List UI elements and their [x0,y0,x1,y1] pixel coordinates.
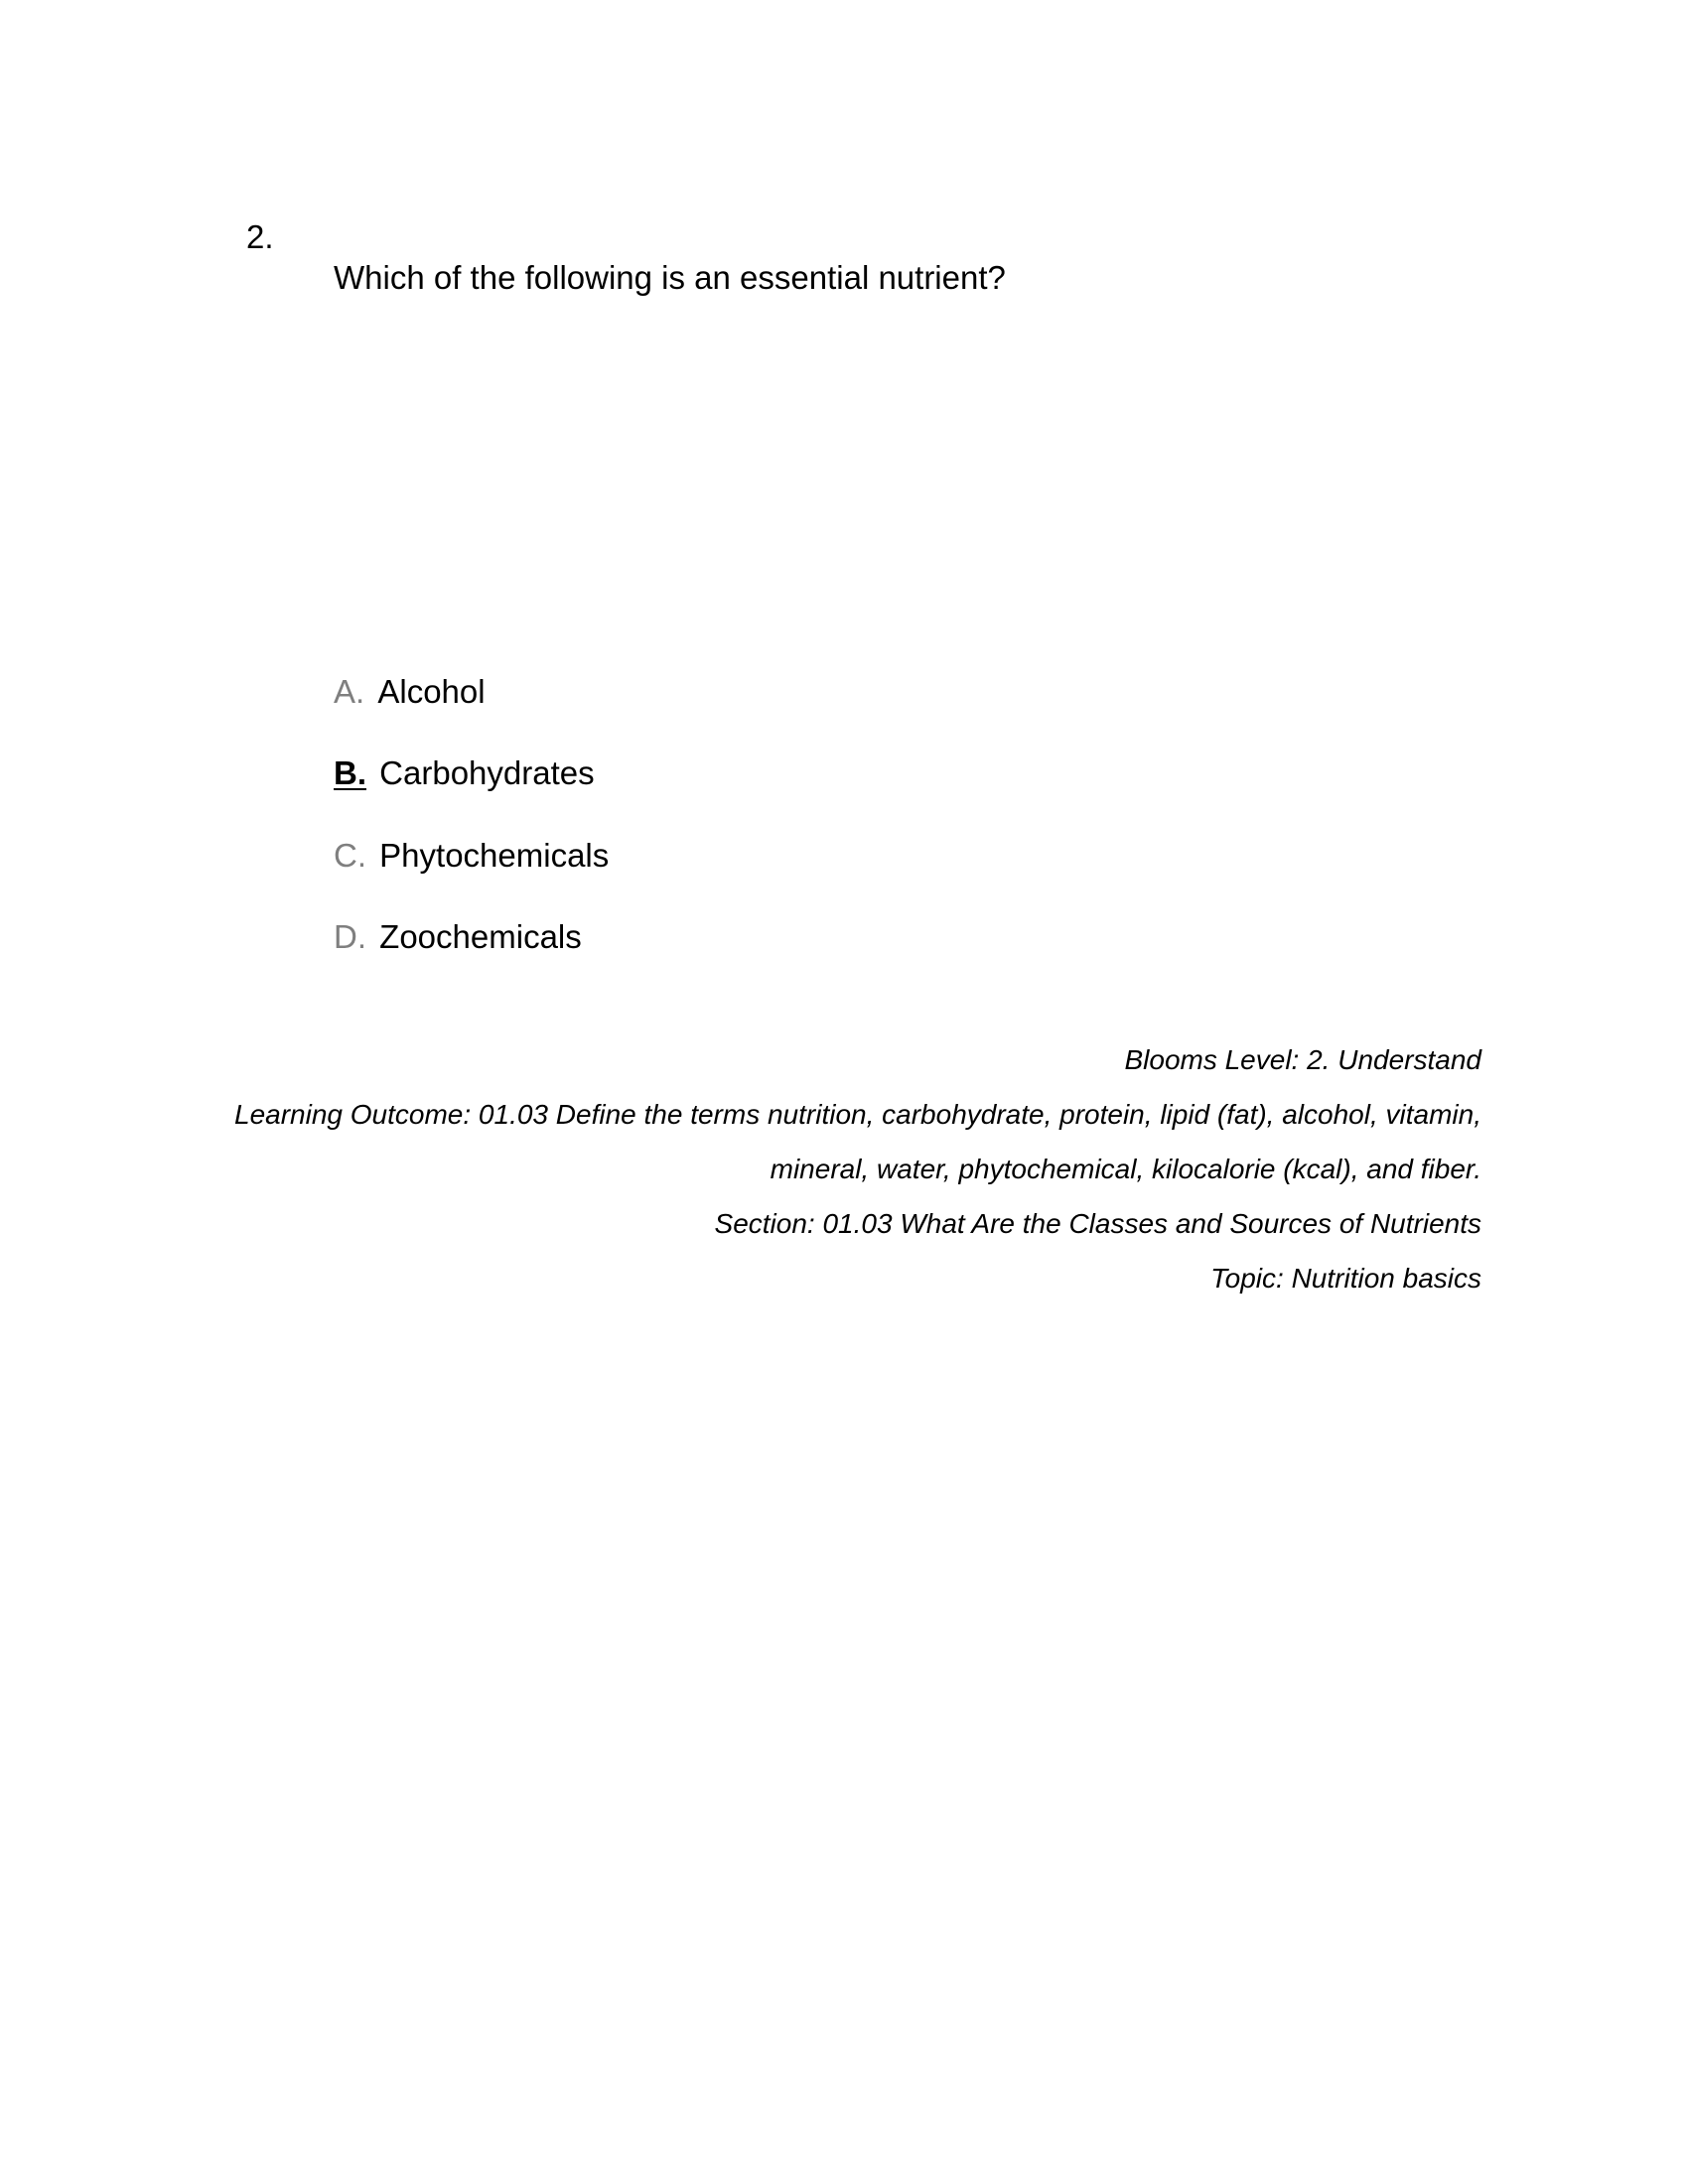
choice-letter-c: C. [334,837,366,874]
answer-choice-b [334,756,595,789]
answer-choice-c [334,839,609,872]
blooms-level: Blooms Level: 2. Understand [1124,1044,1481,1075]
answer-choice-a [334,675,486,708]
topic-label: Topic: Nutrition basics [1210,1263,1481,1294]
question-text: Which of the following is an essential nutrient? [334,259,1006,296]
learning-outcome-line1: Learning Outcome: 01.03 Define the terms nutrition, carbohydrate, protein, lipid (fat), alcohol, vitamin, [234,1099,1481,1130]
choice-text-a: Alcohol [377,673,486,710]
section-label: Section: 01.03 What Are the Classes and Sources of Nutrients [714,1208,1481,1239]
choice-letter-a: A. [334,673,365,710]
choice-text-d: Zoochemicals [379,918,582,955]
answer-choice-d [334,920,582,953]
choice-text-c: Phytochemicals [379,837,610,874]
question-number: 2. [246,218,274,255]
choice-letter-d: D. [334,918,366,955]
choice-letter-b-correct: B. [334,754,366,791]
learning-outcome-line2: mineral, water, phytochemical, kilocalorie (kcal), and fiber. [770,1154,1481,1184]
choice-text-b: Carbohydrates [379,754,595,791]
